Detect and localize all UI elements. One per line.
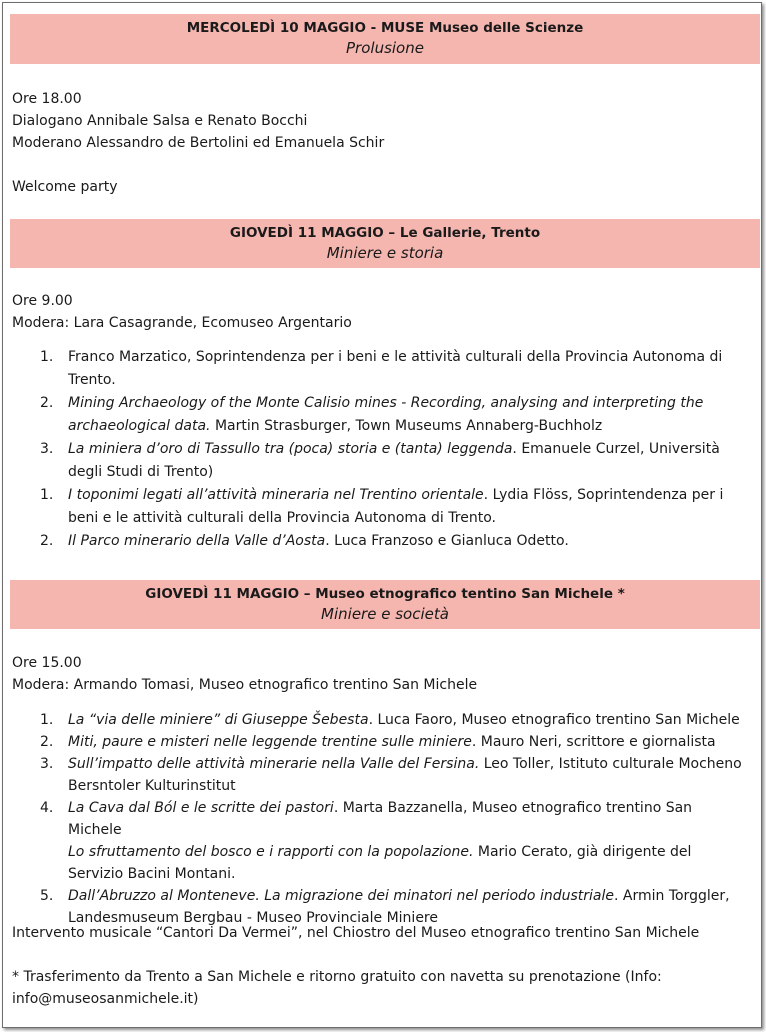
talk-speaker: . Luca Franzoso e Gianluca Odetto. [325, 533, 569, 549]
talk-title: La Cava dal Ból e le scritte dei pastori [68, 800, 334, 816]
item-number: 2. [40, 395, 54, 411]
day2-talk-list [40, 346, 745, 553]
item-number: 3. [40, 756, 54, 772]
footnote [12, 966, 752, 1010]
footnote-text: * Trasferimento da Trento a San Michele e ritorno gratuito con navetta su prenotazione (Info: info@museosanmichele.it) [12, 969, 662, 1007]
day2-subtitle: Miniere e storia [326, 244, 444, 262]
talk-speaker: . Armin Torggler, Landesmuseum Bergbau - Museo Provinciale Miniere [68, 888, 730, 926]
talk-speaker: . Emanuele Curzel, Università degli Studi di Trento) [68, 441, 720, 480]
day2-banner [10, 219, 760, 268]
list-item [40, 392, 745, 438]
item-number: 2. [40, 734, 54, 750]
day2-time: Ore 9.00 [12, 293, 73, 309]
talk-speaker: . Lydia Flöss, Soprintendenza per i beni e le attività culturali della Provincia Autonoma di Trento. [68, 487, 724, 526]
day3-title: GIOVEDÌ 11 MAGGIO – Museo etnografico tentino San Michele * [145, 586, 625, 602]
talk-speaker: Leo Toller, Istituto culturale Mocheno Bersntoler Kulturinstitut [68, 756, 742, 794]
list-item [40, 530, 745, 553]
talk-speaker: Franco Marzatico, Soprintendenza per i beni e le attività culturali della Provincia Autonoma di Trento. [68, 349, 723, 388]
talk-title: I toponimi legati all’attività mineraria nel Trentino orientale [68, 487, 484, 503]
day1-dialogue: Dialogano Annibale Salsa e Renato Bocchi [12, 113, 308, 129]
item-number: 3. [40, 441, 54, 457]
day3-subtitle: Miniere e società [321, 605, 449, 623]
day3-banner [10, 580, 760, 629]
talk-title: La miniera d’oro di Tassullo tra (poca) storia e (tanta) leggenda [68, 441, 513, 457]
talk-title: Lo sfruttamento del bosco e i rapporti con la popolazione. [68, 844, 474, 860]
day2-title: GIOVEDÌ 11 MAGGIO – Le Gallerie, Trento [229, 225, 541, 241]
talk-speaker: Mario Cerato, già dirigente del Servizio Bacini Montani. [68, 844, 692, 882]
day1-time: Ore 18.00 [12, 91, 82, 107]
list-item [40, 753, 745, 797]
list-item [40, 484, 745, 530]
talk-title: Dall’Abruzzo al Monteneve. La migrazione dei minatori nel periodo industriale [68, 888, 614, 904]
music-text: Intervento musicale “Cantori Da Vermei”, nel Chiostro del Museo etnografico trentino San Michele [12, 925, 700, 941]
spacer [12, 154, 752, 176]
day1-title: MERCOLEDÌ 10 MAGGIO - MUSE Museo delle Scienze [186, 20, 584, 36]
item-number: 2. [40, 533, 54, 549]
list-item [40, 346, 745, 392]
day1-details [12, 88, 752, 198]
list-item [40, 709, 745, 731]
item-number: 1. [40, 712, 54, 728]
talk-title: La “via delle miniere” di Giuseppe Šebesta [68, 712, 369, 728]
day3-time: Ore 15.00 [12, 655, 82, 671]
item-number: 4. [40, 800, 54, 816]
day1-moderators: Moderano Alessandro de Bertolini ed Emanuela Schir [12, 135, 385, 151]
day1-welcome: Welcome party [12, 179, 118, 195]
day3-talk-list [40, 709, 745, 929]
list-item [40, 797, 745, 841]
music-note [12, 922, 752, 944]
talk-title: Miti, paure e misteri nelle leggende trentine sulle miniere [68, 734, 472, 750]
talk-title: Il Parco minerario della Valle d’Aosta [68, 533, 326, 549]
item-number: 1. [40, 349, 54, 365]
day2-details [12, 290, 752, 334]
day1-subtitle: Prolusione [346, 39, 424, 57]
list-item [40, 841, 745, 885]
talk-speaker: . Marta Bazzanella, Museo etnografico trentino San Michele [68, 800, 693, 838]
day1-banner [10, 14, 760, 64]
item-number: 5. [40, 888, 54, 904]
day2-moderator: Modera: Lara Casagrande, Ecomuseo Argentario [12, 315, 352, 331]
talk-title: Sull’impatto delle attività minerarie nella Valle del Fersina. [68, 756, 480, 772]
list-item [40, 731, 745, 753]
talk-speaker: . Luca Faoro, Museo etnografico trentino San Michele [368, 712, 740, 728]
talk-speaker: . Mauro Neri, scrittore e giornalista [471, 734, 716, 750]
list-item [40, 438, 745, 484]
talk-speaker: Martin Strasburger, Town Museums Annaberg-Buchholz [210, 418, 603, 434]
day3-moderator: Modera: Armando Tomasi, Museo etnografico trentino San Michele [12, 677, 478, 693]
item-number: 1. [40, 487, 54, 503]
day3-details [12, 652, 752, 696]
talk-title: Mining Archaeology of the Monte Calisio mines - Recording, analysing and interpreting the archaeological data. [68, 395, 704, 434]
